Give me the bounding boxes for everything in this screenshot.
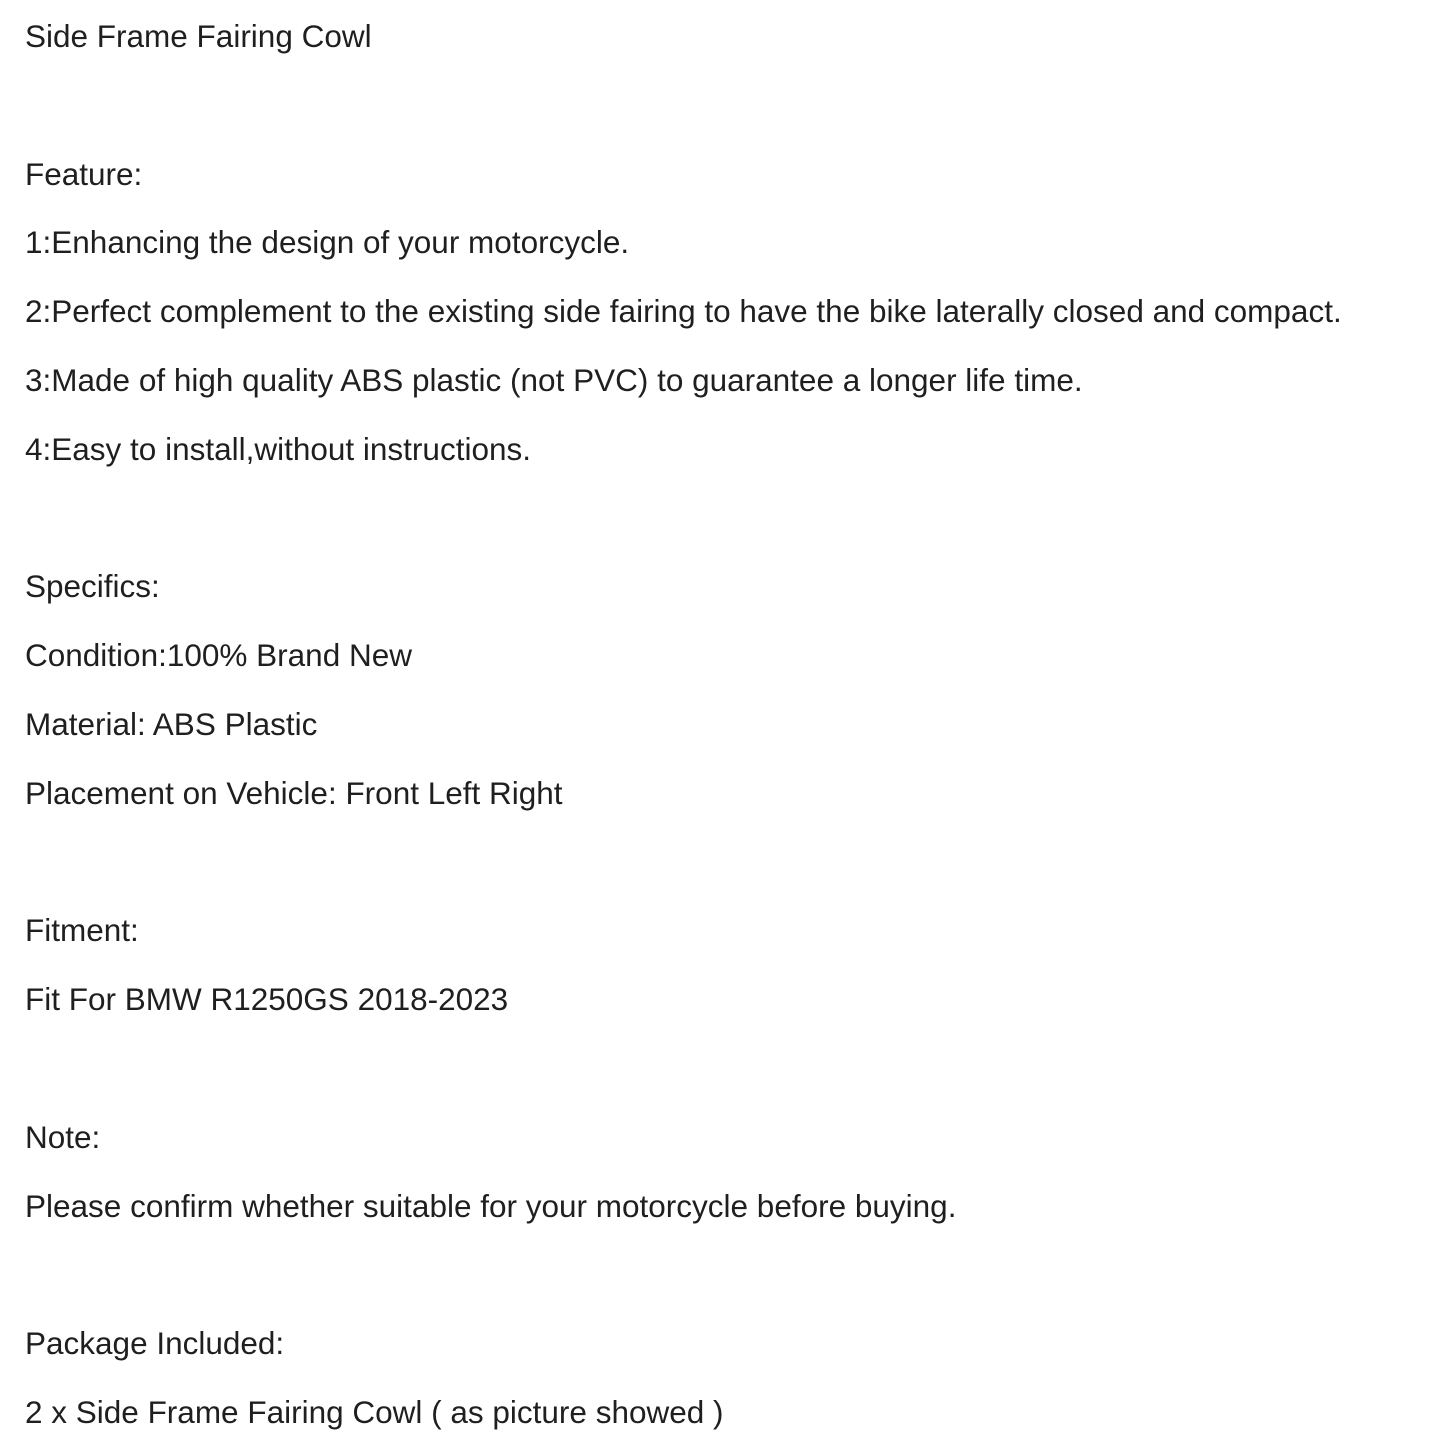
feature-item: 4:Easy to install,without instructions. (25, 430, 531, 467)
blank-line (25, 1240, 1445, 1309)
blank-line (25, 828, 1445, 897)
feature-item: 2:Perfect complement to the existing side fairing to have the bike laterally closed and compact. (25, 293, 1342, 330)
feature-item: 1:Enhancing the design of your motorcycle. (25, 224, 630, 261)
package-included-item: 2 x Side Frame Fairing Cowl ( as picture showed ) (25, 1393, 724, 1430)
blank-line (25, 71, 1445, 140)
note-heading: Note: (25, 1118, 101, 1155)
fitment-heading: Fitment: (25, 912, 139, 949)
specifics-item-placement: Placement on Vehicle: Front Left Right (25, 774, 563, 811)
fitment-item: Fit For BMW R1250GS 2018-2023 (25, 981, 509, 1018)
note-item: Please confirm whether suitable for your motorcycle before buying. (25, 1187, 957, 1224)
blank-line (25, 484, 1445, 553)
package-included-heading: Package Included: (25, 1325, 285, 1362)
feature-heading: Feature: (25, 155, 143, 192)
specifics-item-condition: Condition:100% Brand New (25, 637, 412, 674)
specifics-heading: Specifics: (25, 568, 160, 605)
feature-item: 3:Made of high quality ABS plastic (not PVC) to guarantee a longer life time. (25, 361, 1083, 398)
blank-line (25, 1034, 1445, 1103)
specifics-item-material: Material: ABS Plastic (25, 705, 318, 742)
product-title: Side Frame Fairing Cowl (25, 18, 372, 54)
